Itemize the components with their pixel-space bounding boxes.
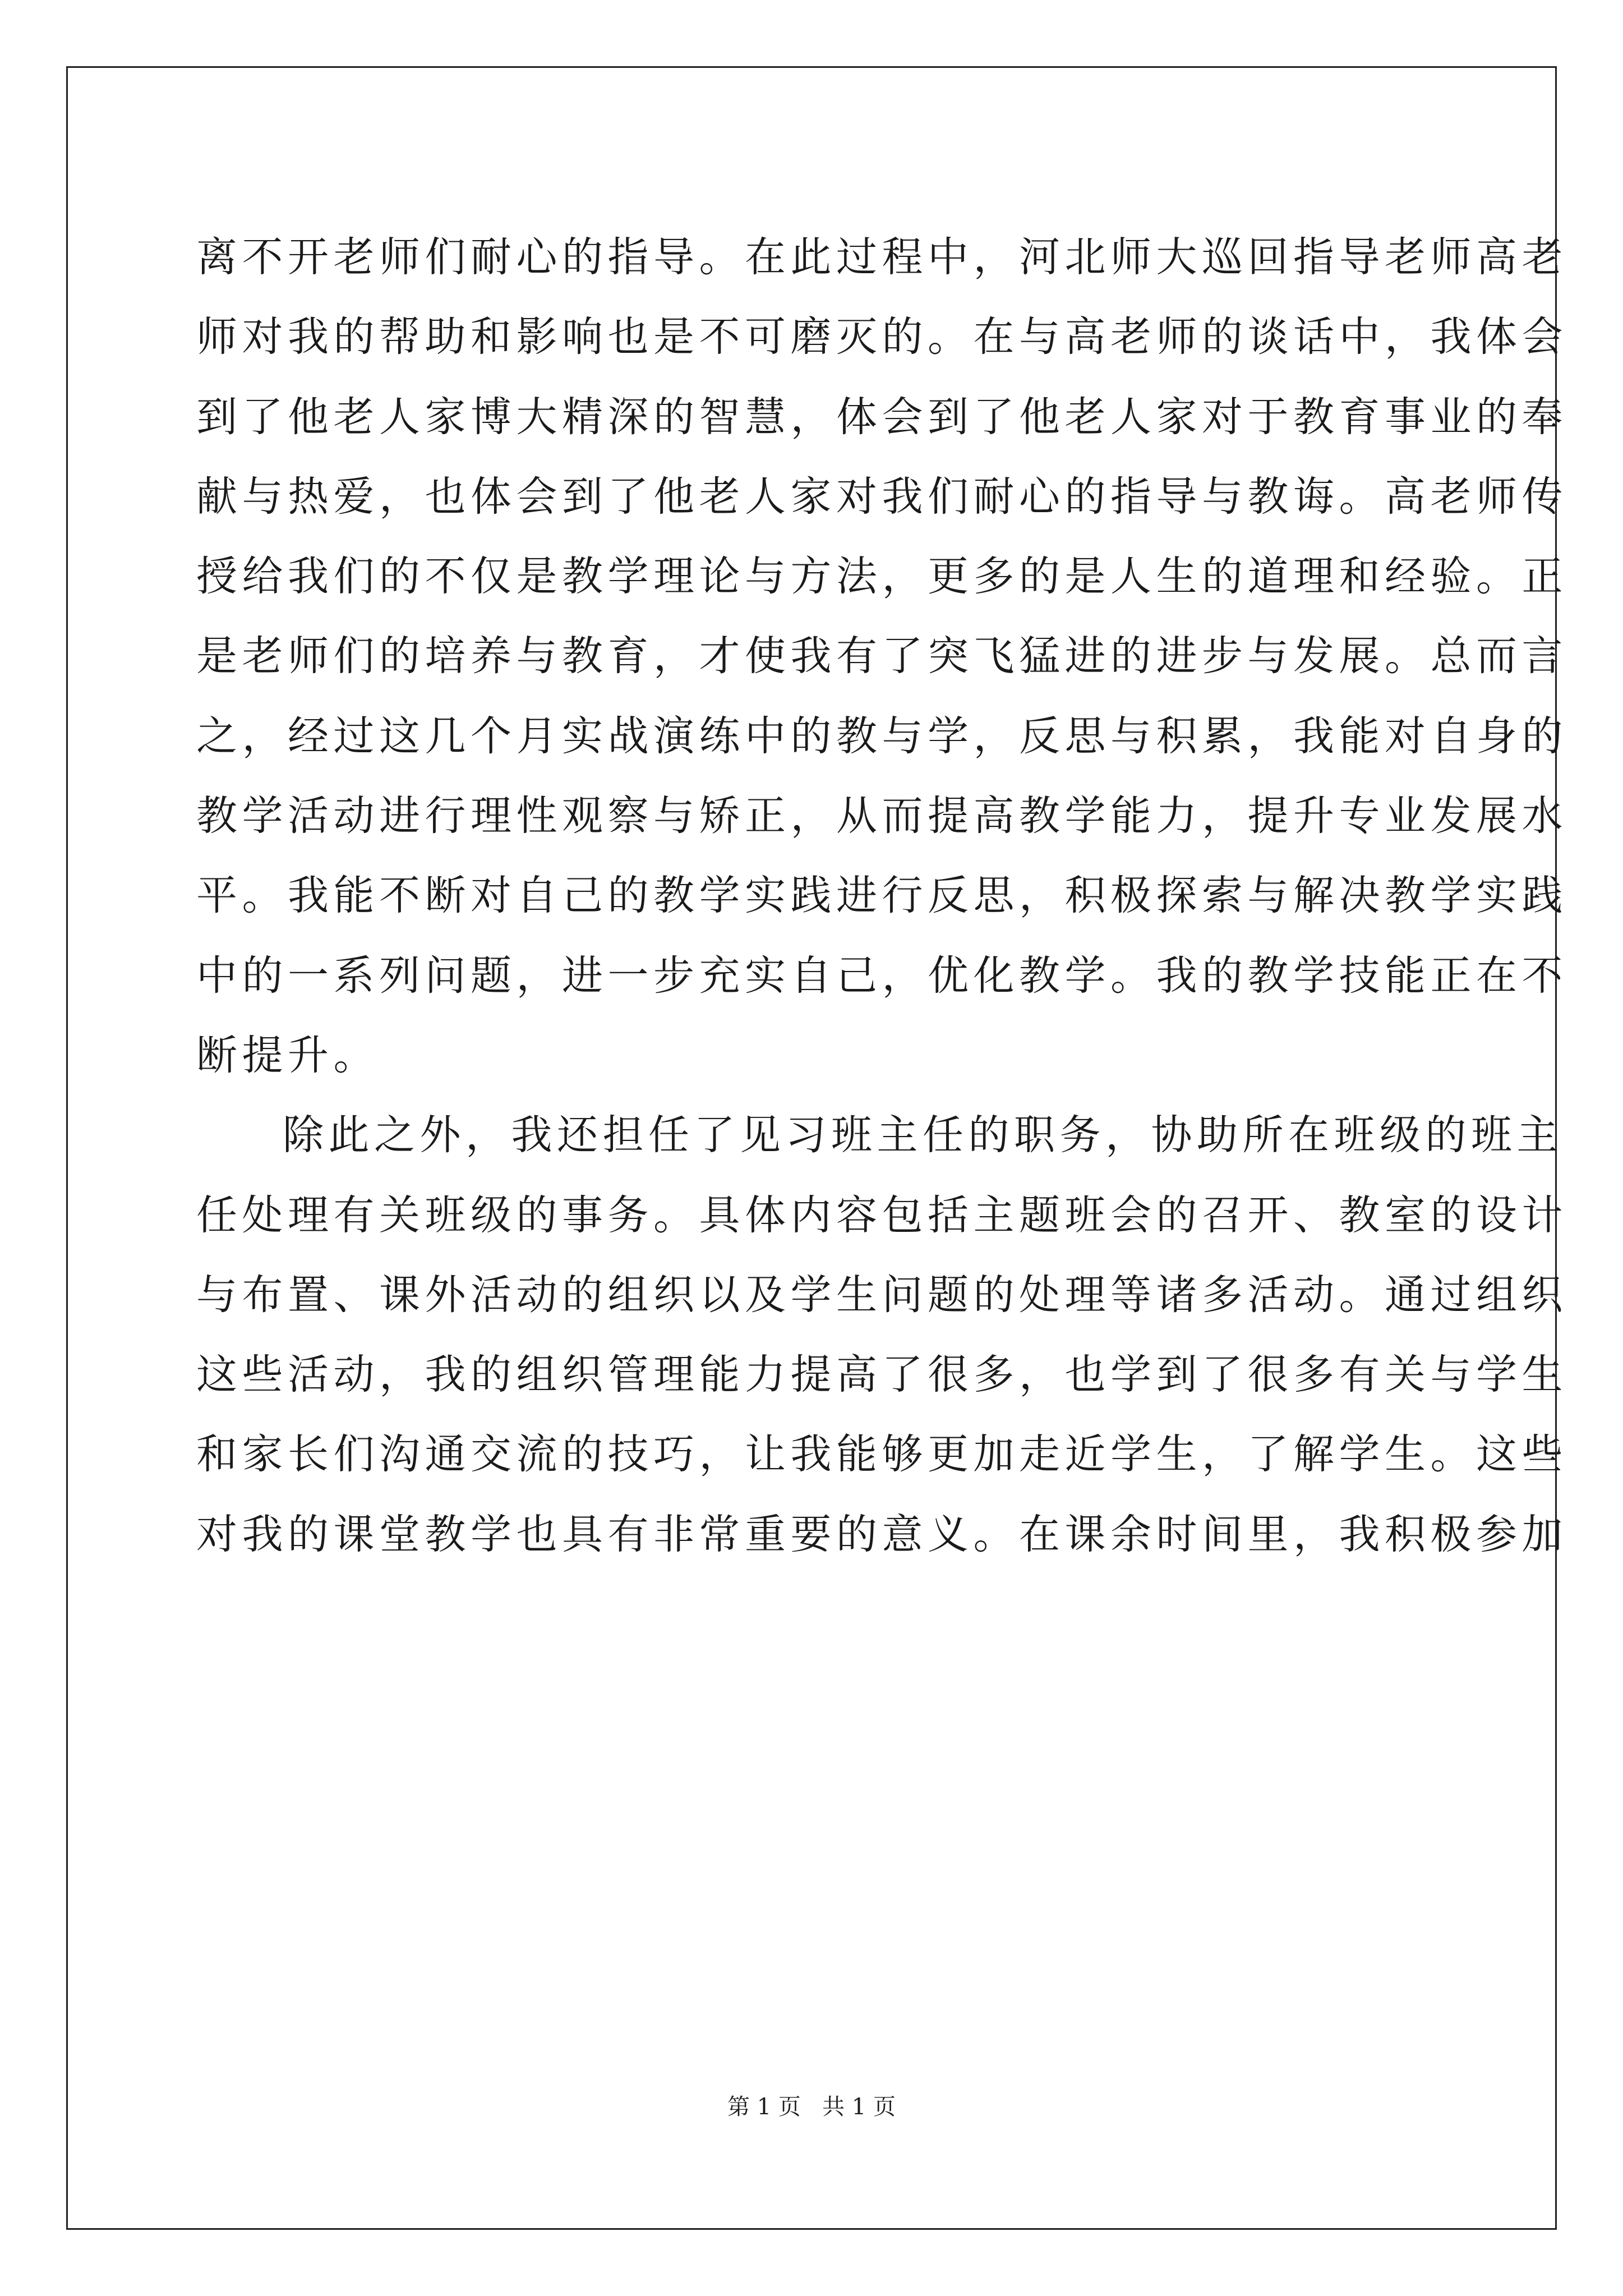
text-line: 平。我能不断对自己的教学实践进行反思，积极探索与解决教学实践 — [196, 872, 1567, 920]
text-line: 这些活动，我的组织管理能力提高了很多，也学到了很多有关与学生 — [196, 1351, 1567, 1399]
text-line: 到了他老人家博大精深的智慧，体会到了他老人家对于教育事业的奉 — [196, 393, 1567, 441]
text-line: 断提升。 — [196, 1031, 379, 1079]
text-line: 中的一系列问题，进一步充实自己，优化教学。我的教学技能正在不 — [196, 951, 1567, 1000]
text-line: 对我的课堂教学也具有非常重要的意义。在课余时间里，我积极参加 — [196, 1510, 1567, 1558]
text-line: 授给我们的不仅是教学理论与方法，更多的是人生的道理和经验。正 — [196, 553, 1567, 601]
text-line: 任处理有关班级的事务。具体内容包括主题班会的召开、教室的设计 — [196, 1191, 1567, 1239]
text-line: 之，经过这几个月实战演练中的教与学，反思与积累，我能对自身的 — [196, 712, 1567, 760]
text-line: 是老师们的培养与教育，才使我有了突飞猛进的进步与发展。总而言 — [196, 632, 1567, 680]
text-line: 离不开老师们耐心的指导。在此过程中，河北师大巡回指导老师高老 — [196, 233, 1567, 281]
text-line: 与布置、课外活动的组织以及学生问题的处理等诸多活动。通过组织 — [196, 1271, 1567, 1319]
text-line: 师对我的帮助和影响也是不可磨灭的。在与高老师的谈话中，我体会 — [196, 313, 1567, 361]
paragraph-2 — [196, 1096, 1567, 1575]
text-line: 献与热爱，也体会到了他老人家对我们耐心的指导与教诲。高老师传 — [196, 472, 1567, 521]
page-number-footer: 第 1 页 共 1 页 — [727, 2094, 896, 2120]
text-line: 和家长们沟通交流的技巧，让我能够更加走近学生，了解学生。这些 — [196, 1430, 1567, 1479]
text-line: 教学活动进行理性观察与矫正，从而提高教学能力，提升专业发展水 — [196, 792, 1567, 840]
document-body — [196, 218, 1567, 1575]
paragraph-1 — [196, 218, 1567, 1096]
text-line-indented: 除此之外，我还担任了见习班主任的职务，协助所在班级的班主 — [283, 1111, 1562, 1159]
